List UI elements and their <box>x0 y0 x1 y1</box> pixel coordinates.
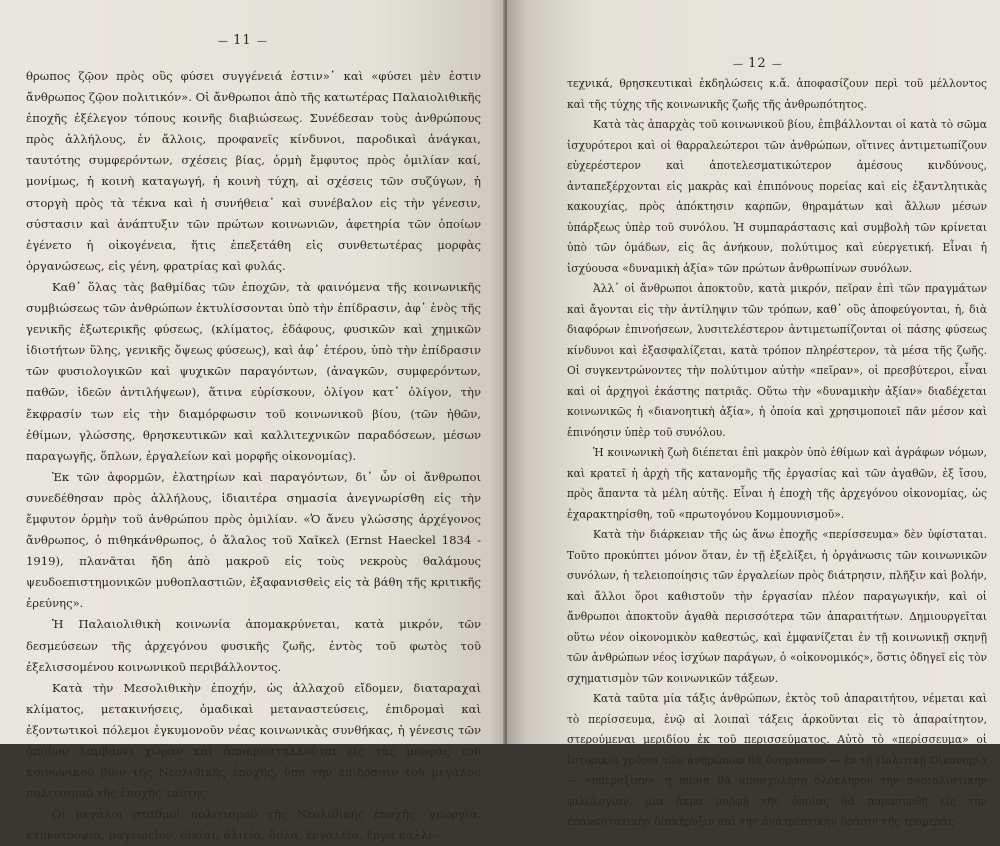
paragraph: Κατὰ τὴν διάρκειαν τῆς ὡς ἄνω ἐποχῆς «περίσσευμα» δὲν ὑφίσταται. Τοῦτο προκύπτει μόνον ὅταν, ἐν τῇ ἐξελίξει, ἡ ὀργάνωσις τῶν κοινωνικῶν συνόλων, ἡ τελειοποίησις τῶν ἐργαλείων πρὸς διάτρησιν, πλῆξιν καὶ βολήν, καὶ ἄλλοι ὅροι καθιστοῦν τὴν ἐργασίαν πλέον παραγωγικήν, καὶ οἱ ἄνθρωποι ἀποκτοῦν ἀγαθὰ περισσότερα τῶν ἀπαραιτήτων. Δημιουργεῖται οὕτω νέον οἰκονομικὸν καθεστώς, καὶ ἐμφανίζεται ἐν τῇ κοινωνικῇ σκηνῇ τῶν ἀνθρώπων νέος ἰσχύων παράγων, ὁ «οἰκονομικός», ὅστις ὁδηγεῖ εἰς τὸν σχηματισμὸν τῶν κοινωνικῶν τάξεων. <box>567 528 987 685</box>
paragraph: Κατὰ τὰς ἀπαρχὰς τοῦ κοινωνικοῦ βίου, ἐπιβάλλονται οἱ κατὰ τὸ σῶμα ἰσχυρότεροι καὶ οἱ θαρραλεώτεροι τῶν ἀνθρώπων, οἵτινες ἀντιμετωπίζουν εὐχερέστερον καὶ ἀποτελεσματικώτερον ἀμέσους κινδύνους, ἀνταπεξέρχονται εἰς μακρὰς καὶ ἐπιπόνους πορείας καὶ εἰς ἐξαντλητικὰς κακουχίας, πρὸς ἀπόκτησιν καρπῶν, θηραμάτων καὶ ἄλλων μέσων ὑπάρξεως ὑπὲρ τοῦ συνόλου. Ἡ συμπαράστασις καὶ συμβολὴ τῶν κρίνεται ὑπὸ τῶν ὁμάδων, εἰς ἃς ἀνήκουν, πολύτιμος καὶ εὐεργετική. Εἶναι ἡ ἰσχύουσα «δυναμικὴ ἀξία» τῶν πρώτων ἀνθρωπίνων συνόλων. <box>567 118 987 275</box>
paragraph: τεχνικά, θρησκευτικαὶ ἐκδηλώσεις κ.ἄ. ἀποφασίζουν περὶ τοῦ μέλλοντος καὶ τῆς τύχης τῆς κοινωνικῆς ζωῆς τῆς ἀνθρωπότητος. <box>567 77 987 111</box>
paragraph: Ἡ Παλαιολιθικὴ κοινωνία ἀπομακρύνεται, κατὰ μικρόν, τῶν δεσμεύσεων τῆς ἀρχεγόνου φυσικῆς ζωῆς, ἐντὸς τοῦ φωτὸς τοῦ ἐξελισσομένου κοινωνικοῦ περιβάλλοντος. <box>26 617 481 674</box>
paragraph: Κατὰ ταῦτα μία τάξις ἀνθρώπων, ἐκτὸς τοῦ ἀπαραιτήτου, νέμεται καὶ τὸ περίσσευμα, ἐνῷ αἱ λοιπαὶ τάξεις ἀρκοῦνται εἰς τὸ ἀπαραίτητον, στερούμεναι μεριδίου ἐκ τοῦ περισσεύματος. Αὐτὸ τὸ «περίσσευμα» οἱ ἱστορικοὶ χρόνοι τῶν ἀνθρώπων θὰ ὀνομάσουν — ἐν τῇ Πολιτικῇ Οἰκονομίᾳ — «ὑπεραξίαν», ἡ ὁποία θὰ ἀπασχολήσῃ ὁλόκληρον τὴν σοσιαλιστικὴν φιλολογίαν, μία ἄκρα μορφὴ τῆς ὁποίας θὰ παρασυρθῇ εἰς τὴν ἐπαναστατικὴν διακήρυξιν καὶ τὴν ἀνατρεπτικὴν δρᾶσιν τῆς τρομερᾶς <box>567 692 987 828</box>
page-number-right: — 12 — <box>733 56 782 71</box>
left-page-text <box>26 66 481 846</box>
paragraph: Ἀλλ᾿ οἱ ἄνθρωποι ἀποκτοῦν, κατὰ μικρόν, πεῖραν ἐπὶ τῶν πραγμάτων καὶ ἄγονται εἰς τὴν ἀντίληψιν τῶν τρόπων, καθ᾿ οὓς ἀποφεύγονται, ἡ, διὰ διαφόρων ἐπινοήσεων, λυσιτελέστερον ἀντιμετωπίζονται οἱ πάσης φύσεως κίνδυνοι καὶ ἐξασφαλίζεται, κατὰ τρόπον πληρέστερον, τὰ μέσα τῆς ζωῆς. Οἱ συγκεντρώνοντες τὴν πολύτιμον αὐτὴν «πεῖραν», οἱ πρεσβύτεροι, εἶναι καὶ οἱ ἀρχηγοὶ ἑκάστης πατριᾶς. Οὕτω τὴν «δυναμικὴν ἀξίαν» διαδέχεται κοινωνικῶς ἡ «διανοητικὴ ἀξία», ἡ ὁποία καὶ χρησιμοποιεῖ πᾶν μέσον καὶ ἐπινόησιν ὑπὲρ τοῦ συνόλου. <box>567 282 987 439</box>
paragraph: Καθ᾿ ὅλας τὰς βαθμίδας τῶν ἐποχῶν, τὰ φαινόμενα τῆς κοινωνικῆς συμβιώσεως τῶν ἀνθρώπων ἐκτυλίσσονται ὑπὸ τὴν ἐπίδρασιν, ἀφ᾿ ἑνὸς τῆς γενικῆς ἐξωτερικῆς φύσεως, (κλίματος, ἐδάφους, φυσικῶν καὶ χημικῶν ἰδιοτήτων ὕλης, γενικῆς ὄψεως φύσεως), καὶ ἀφ᾿ ἑτέρου, ὑπὸ τὴν ἐπίδρασιν τῶν φυσιολογικῶν καὶ ψυχικῶν παραγόντων, (ἀναγκῶν, συμφερόντων, παθῶν, ἰδεῶν ἀντιλήψεων), ἅτινα εὐρίσκουν, ὀλίγον κατ᾿ ὀλίγον, τὴν ἔκφρασίν των εἰς τὴν διαμόρφωσιν τοῦ κοινωνικοῦ βίου, (τῶν ἠθῶν, ἐθίμων, γλώσσης, θρησκευτικῶν καὶ καλλιτεχνικῶν παραδόσεων, μέσων παραγωγῆς, ὅπλων, ἐργαλείων καὶ μορφῆς οἰκονομίας). <box>26 279 481 463</box>
paragraph: θρωπος ζῷον πρὸς οὓς φύσει συγγένειά ἐστιν»᾿ καὶ «φύσει μὲν ἐστιν ἄνθρωπος ζῷον πολιτικόν». Οἱ ἄνθρωποι ἀπὸ τῆς κατωτέρας Παλαιολιθικῆς ἐποχῆς ἐξέλεγον τόπους κοινῆς διαβιώσεως. Συνέδεσαν τοὺς ἀνθρώπους πρὸς ἀλλήλους, ἐν ἄλλοις, προφανεῖς κίνδυνοι, παροδικαὶ ἀνάγκαι, ταυτότης συμφερόντων, σχέσεις βίας, ὁρμὴ ἔμφυτος πρὸς ὁμιλίαν καί, μονίμως, ἡ κοινὴ καταγωγή, ἡ κοινὴ τύχη, αἱ σχέσεις τῶν συζύγων, ἡ στοργὴ πρὸς τὰ τέκνα καὶ ἡ συνήθεια᾿ καὶ συνέβαλον εἰς τὴν γένεσιν, σύστασιν καὶ ἀνάπτυξιν τῶν πρώτων κοινωνιῶν, ἀφετηρία τῶν ὁποίων ἐγένετο ἡ οἰκογένεια, ἥτις ἐπεξετάθη εἰς συνθετωτέρας μορφὰς ὀργανώσεως, εἰς γένη, φρατρίας καὶ φυλάς. <box>26 69 481 273</box>
right-page <box>507 0 1000 828</box>
paragraph: Ἡ κοινωνικὴ ζωὴ διέπεται ἐπὶ μακρὸν ὑπὸ ἐθίμων καὶ ἀγράφων νόμων, καὶ κρατεῖ ἡ ἀρχὴ τῆς κατανομῆς τῆς ἐργασίας καὶ τῶν ἀγαθῶν, ἐξ ἴσου, πρὸς ἅπαντα τὰ μέλη αὐτῆς. Εἶναι ἡ ἐποχὴ τῆς ἀρχεγόνου οἰκονομίας, ὡς ἐχαρακτηρίσθη, τοῦ «πρωτογόνου Κομμουνισμοῦ». <box>567 446 987 521</box>
page-number-left: — 11 — <box>218 33 267 48</box>
right-page-text <box>567 74 987 833</box>
paragraph: Οἱ μεγάλοι σταθμοὶ πολιτισμοῦ τῆς Νεολιθικῆς ἐποχῆς: γεωργία, κτηνοτροφία, μαγειρεῖον, οἰκίαι, ἁλιεία, ὅπλα, ἐργαλεῖα, ἔργα καλλι- <box>26 807 481 843</box>
paragraph: Ἐκ τῶν ἀφορμῶν, ἐλατηρίων καὶ παραγόντων, δι᾿ ὧν οἱ ἄνθρωποι συνεδέθησαν πρὸς ἀλλήλους, ἰδιαιτέρα σημασία ἀνεγνωρίσθη εἰς τὴν ἔμφυτον ὁρμὴν τοῦ ἀνθρώπου πρὸς ὁμιλίαν. «Ὁ ἄνευ γλώσσης ἀρχέγονος ἄνθρωπος, ὁ πιθηκάνθρωπος, ὁ ἄλαλος τοῦ Χαῖκελ (Ernst Haeckel 1834 - 1919), πλανᾶται ἤδη ἀπὸ μακροῦ εἰς τοὺς νεκροὺς θαλάμους ψευδοεπιστημονικῶν μυθοπλαστιῶν, ἐξαφανισθεὶς εἰς τὰ βάθη τῆς κριτικῆς ἐρεύνης». <box>26 469 481 611</box>
paragraph: Κατὰ τὴν Μεσολιθικὴν ἐποχήν, ὡς ἀλλαχοῦ εἴδομεν, διαταραχαὶ κλίματος, μετακινήσεις, ὁμαδικαὶ μεταναστεύσεις, ἐπιδρομαὶ καὶ ἐξοντωτικοὶ πόλεμοι ἐγκυμονοῦν νέας κοινωνικὰς συνθήκας, ἡ γένεσις τῶν ὁποίων λαμβάνει χώραν καὶ ἀποκρυσταλλοῦται εἰς τὰς μορφὰς τοῦ κοινωνικοῦ βίου τῆς Νεολιθικῆς ἐποχῆς, ὑπὸ τὴν ἐπίδρασιν τοῦ μεγάλου πολιτισμοῦ τῆς ἐποχῆς ταύτης. <box>26 680 481 801</box>
